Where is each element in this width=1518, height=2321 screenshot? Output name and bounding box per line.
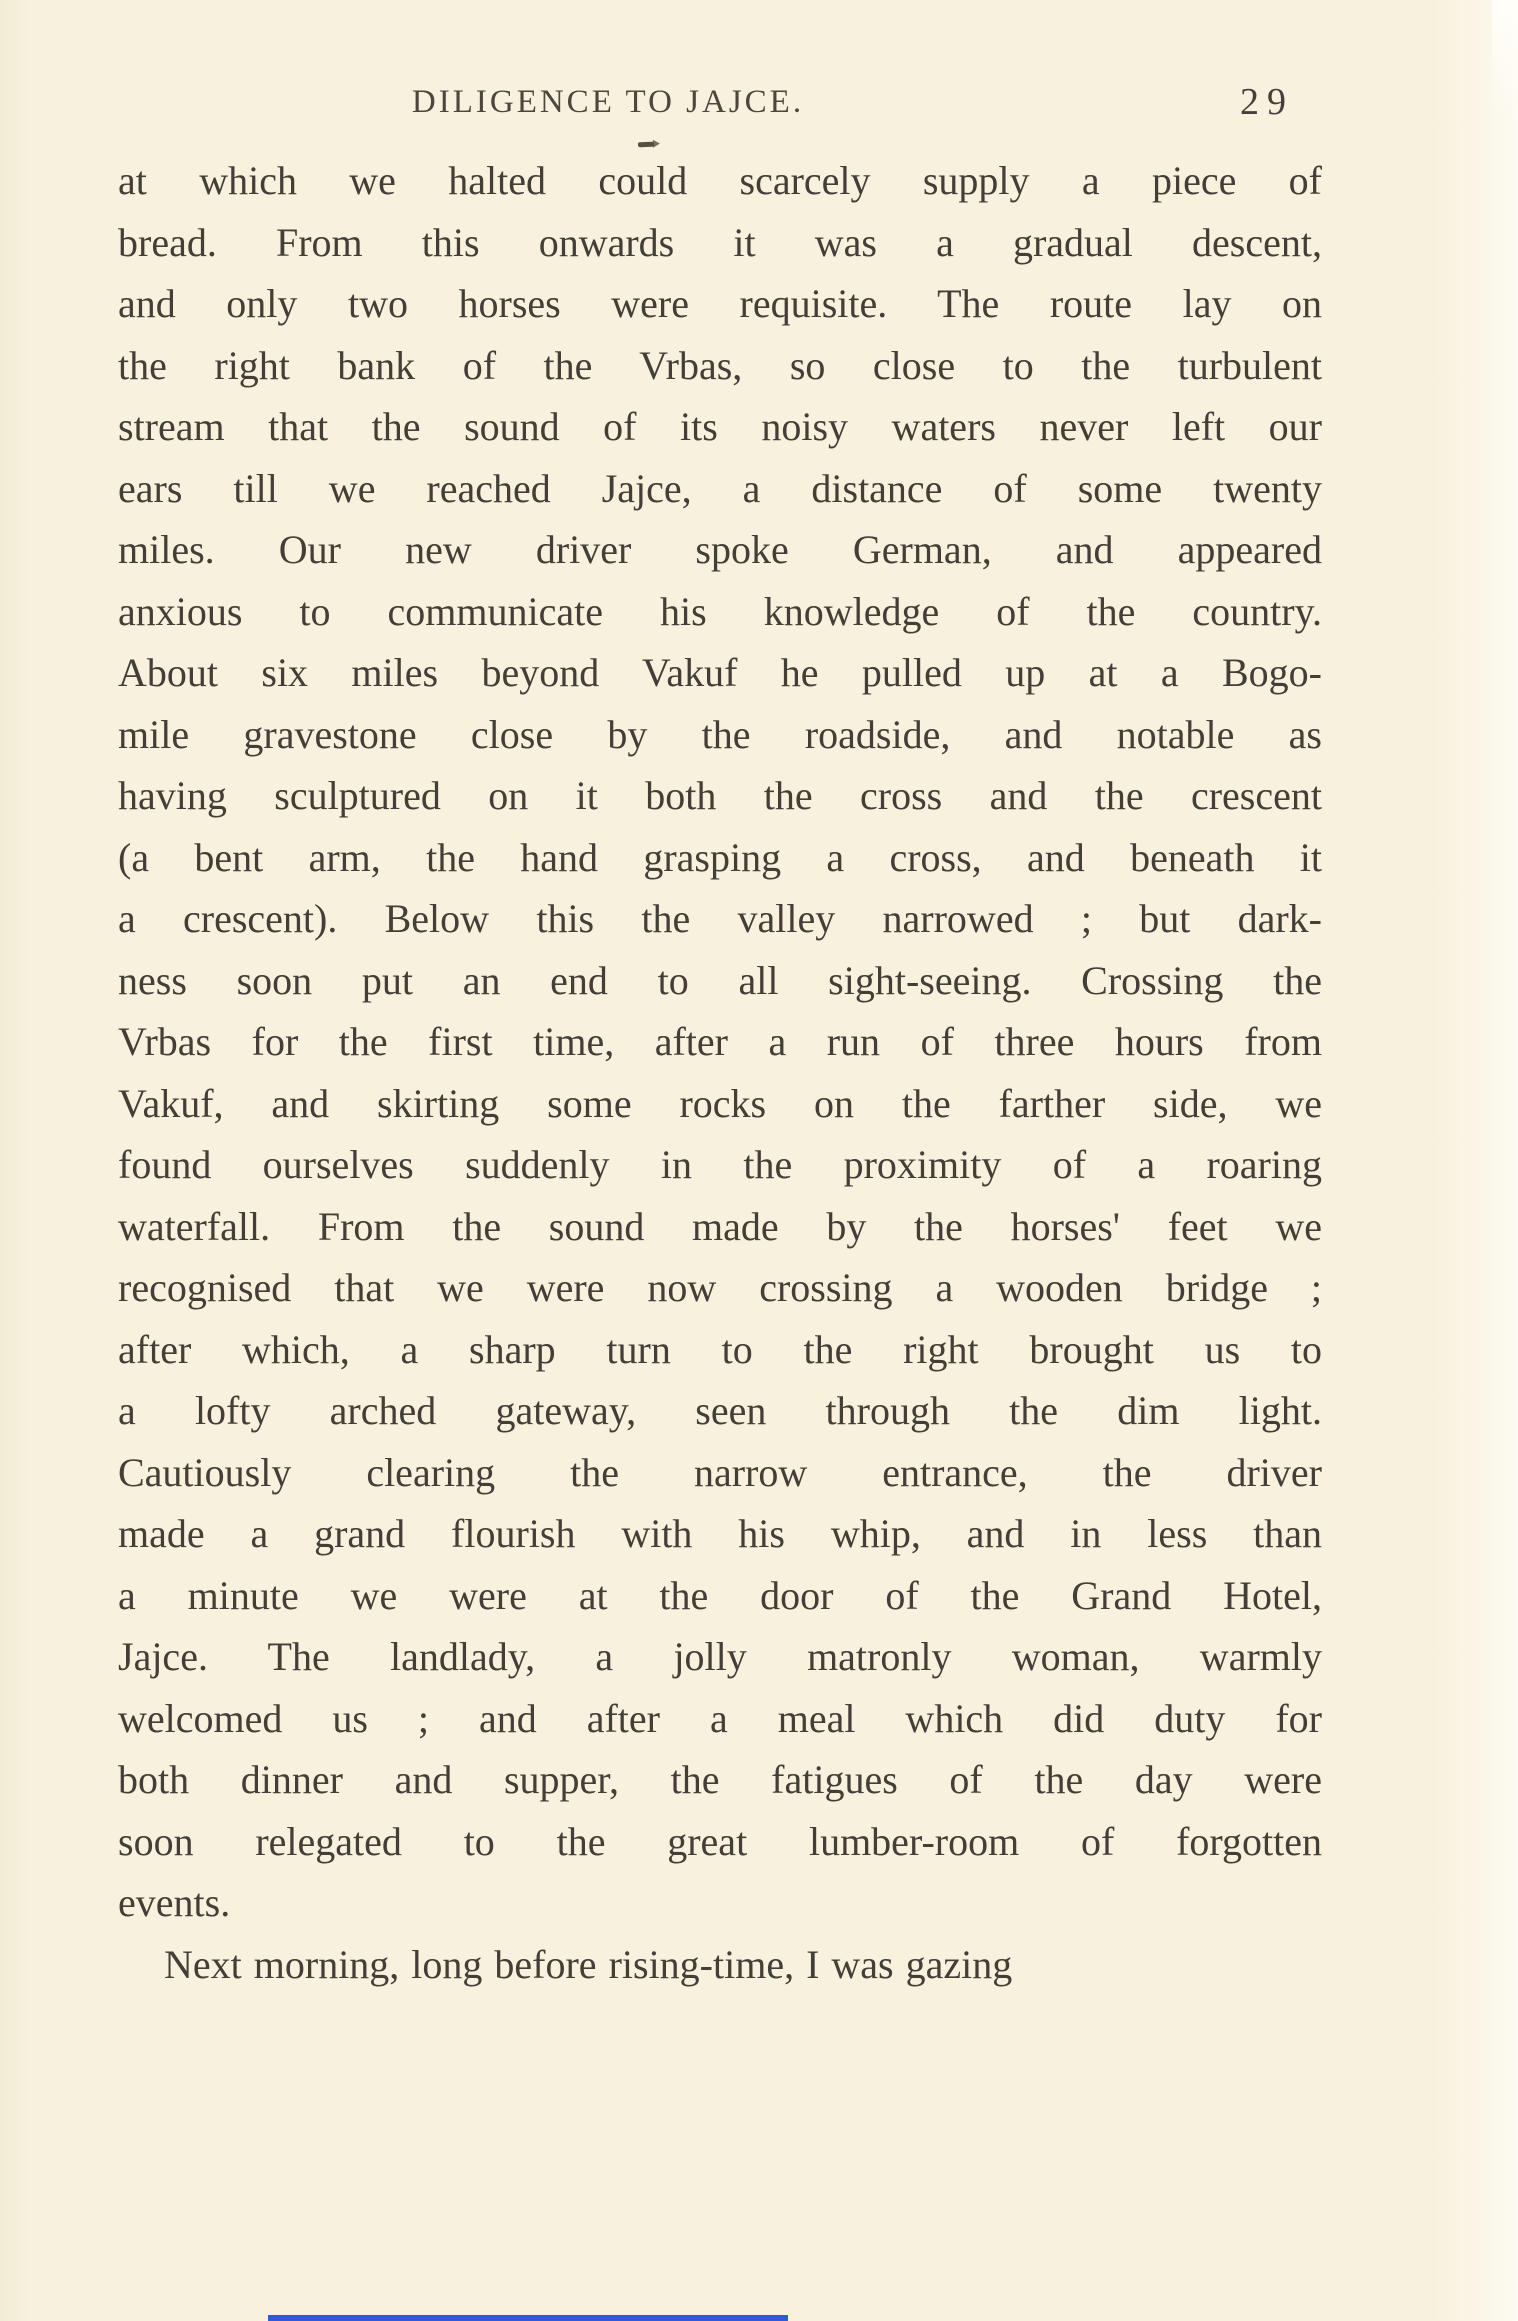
text-line: Cautiously clearing the narrow entrance, the driver xyxy=(118,1449,1322,1495)
text-line: having sculptured on it both the cross and the crescent xyxy=(118,773,1322,818)
text-line: made a grand flourish with his whip, and in less than xyxy=(118,1511,1322,1556)
text-line: welcomed us ; and after a meal which did duty for xyxy=(118,1695,1322,1741)
text-line: mile gravestone close by the roadside, and notable as xyxy=(118,711,1322,757)
page-body xyxy=(118,150,1322,1995)
text-line: at which we halted could scarcely supply a piece of xyxy=(118,158,1322,203)
scan-artifact-blue-line xyxy=(268,2315,788,2321)
text-line: bread. From this onwards it was a gradual descent, xyxy=(118,219,1322,265)
text-line: ears till we reached Jajce, a distance of some twenty xyxy=(118,465,1322,511)
text-line: Jajce. The landlady, a jolly matronly woman, warmly xyxy=(118,1634,1322,1679)
text-line: events. xyxy=(118,1880,231,1925)
text-line: Vakuf, and skirting some rocks on the farther side, we xyxy=(118,1080,1322,1126)
text-line: and only two horses were requisite. The route lay on xyxy=(118,281,1322,326)
running-title: DILIGENCE TO JAJCE. xyxy=(411,84,805,120)
text-line: anxious to communicate his knowledge of the country. xyxy=(118,588,1322,634)
text-line: a lofty arched gateway, seen through the dim light. xyxy=(118,1388,1322,1433)
ink-mark xyxy=(638,142,654,148)
text-line: after which, a sharp turn to the right brought us to xyxy=(118,1326,1322,1372)
text-line: the right bank of the Vrbas, so close to the turbulent xyxy=(118,342,1322,388)
text-line: miles. Our new driver spoke German, and appeared xyxy=(118,527,1322,572)
text-line: found ourselves suddenly in the proximity of a roaring xyxy=(118,1142,1322,1187)
text-line: About six miles beyond Vakuf he pulled up at a Bogo- xyxy=(118,650,1322,695)
page-number: 29 xyxy=(1240,81,1294,123)
paragraph xyxy=(118,1934,1322,1996)
text-line: both dinner and supper, the fatigues of the day were xyxy=(118,1757,1322,1802)
text-line: recognised that we were now crossing a wooden bridge ; xyxy=(118,1265,1322,1310)
paragraph xyxy=(118,150,1322,1934)
text-line: a minute we were at the door of the Grand Hotel, xyxy=(118,1572,1322,1618)
text-line: ness soon put an end to all sight-seeing. Crossing the xyxy=(118,957,1322,1003)
text-line: Vrbas for the first time, after a run of three hours from xyxy=(118,1019,1322,1064)
text-line: Next morning, long before rising-time, I was gazing xyxy=(164,1941,1013,1987)
text-line: (a bent arm, the hand grasping a cross, and beneath it xyxy=(118,834,1322,880)
page-header xyxy=(118,81,1322,130)
text-line: stream that the sound of its noisy waters never left our xyxy=(118,404,1322,449)
text-line: a crescent). Below this the valley narrowed ; but dark- xyxy=(118,896,1322,941)
scan-edge-highlight xyxy=(1492,0,1518,120)
text-line: soon relegated to the great lumber-room of forgotten xyxy=(118,1818,1322,1864)
text-line: waterfall. From the sound made by the horses' feet we xyxy=(118,1203,1322,1249)
